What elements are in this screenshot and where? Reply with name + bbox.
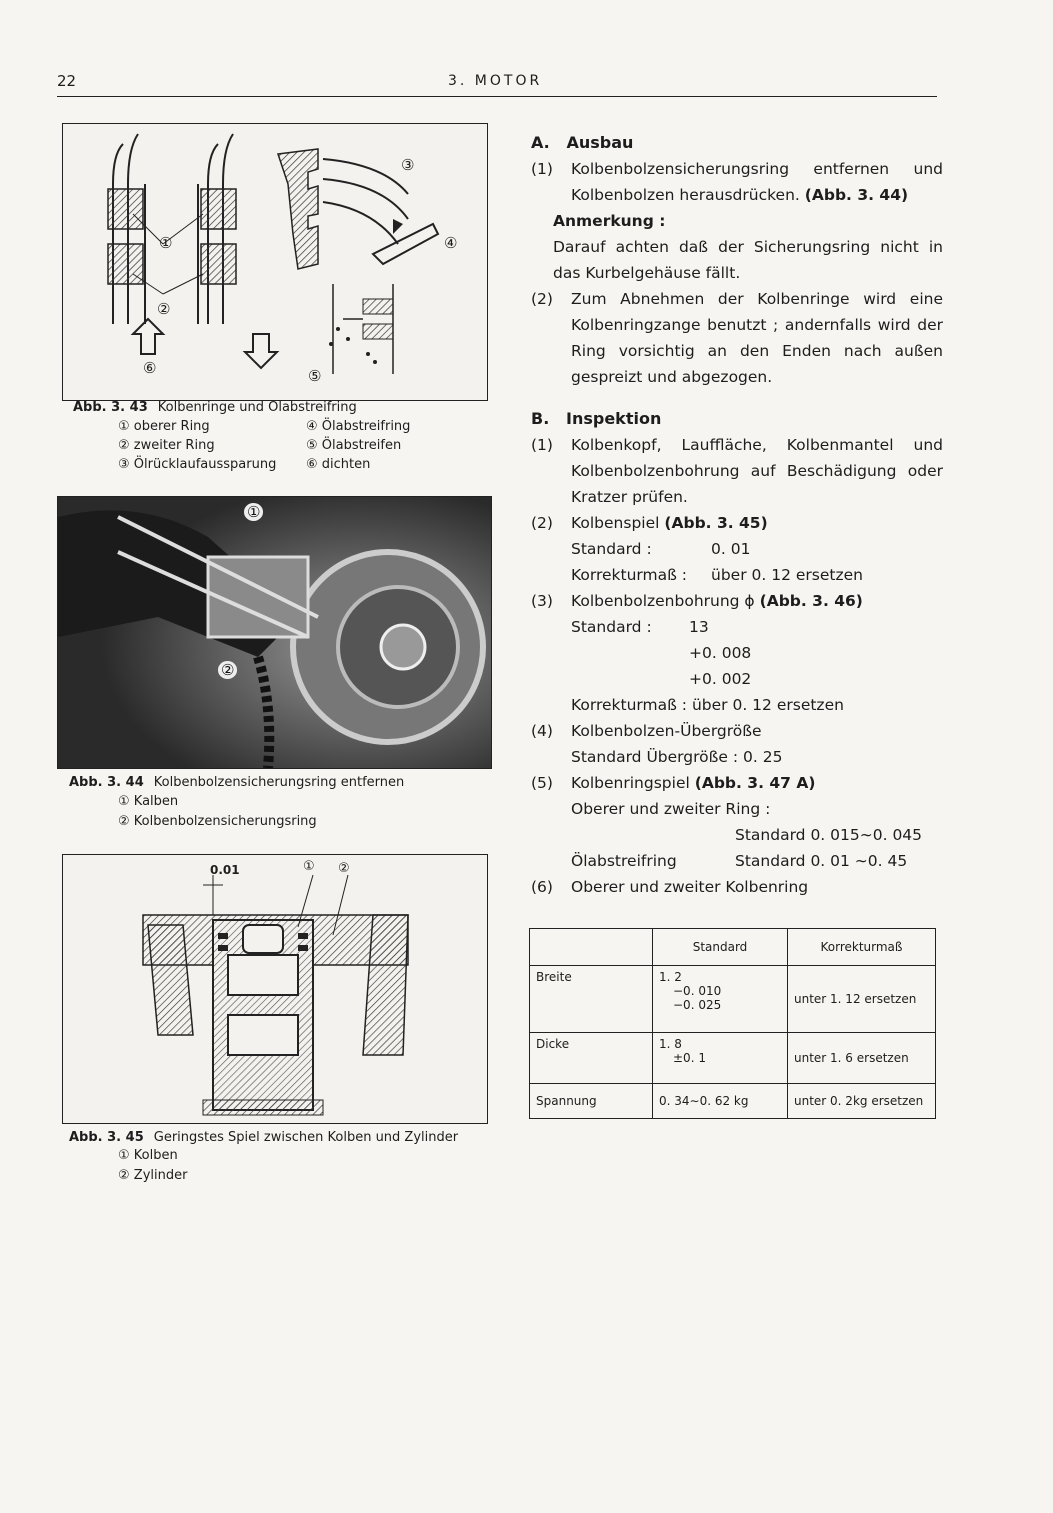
item-number: (2) — [531, 514, 553, 532]
legend-text: dichten — [321, 457, 371, 472]
row-label: Spannung — [530, 1084, 653, 1119]
item-text: Kolbenbolzensicherungsring entfernen und Kolbenbolzen herausdrücken. — [571, 160, 943, 204]
table-row — [530, 966, 936, 1033]
spec-label: Korrekturmaß : — [571, 696, 688, 714]
fig345-legend-2 — [118, 1166, 187, 1186]
row-standard: 0. 34∼0. 62 kg — [653, 1084, 788, 1119]
spec-value: 0. 01 — [711, 540, 751, 558]
engine-photo-illustration — [58, 497, 491, 768]
fig345-caption — [69, 1128, 458, 1148]
legend-text: Kalben — [133, 794, 179, 809]
fig345-caption-text: Geringstes Spiel zwischen Kolben und Zylinder — [153, 1130, 459, 1145]
piston-cylinder-diagram — [63, 855, 487, 1123]
section-b-item-2 — [531, 510, 943, 536]
section-title: Inspektion — [566, 409, 662, 428]
item-number: (2) — [531, 290, 553, 308]
item-text: Kolbenringspiel — [571, 774, 690, 792]
item-number: (5) — [531, 774, 553, 792]
figure-3-45-piston-clearance — [62, 854, 488, 1124]
legend-text: Ölrücklaufaussparung — [133, 457, 277, 472]
fig344-caption — [69, 773, 404, 793]
table-row — [530, 1033, 936, 1084]
figure-reference: (Abb. 3. 44) — [804, 186, 909, 204]
fig344-caption-label: Abb. 3. 44 — [69, 775, 144, 790]
figure-3-44-photo — [57, 496, 492, 769]
std-tolerance: −0. 010 — [673, 984, 722, 998]
section-a-item-2 — [531, 286, 943, 390]
table-header-cell: Korrekturmaß — [788, 929, 936, 966]
b2-standard-row — [531, 536, 943, 562]
figure-3-43-piston-rings — [62, 123, 488, 401]
std-tolerance: ±0. 1 — [673, 1051, 706, 1065]
right-column — [531, 130, 943, 900]
legend-text: Kolbenbolzensicherungsring — [133, 814, 317, 829]
figure-reference: (Abb. 3. 45) — [664, 514, 768, 532]
item-number: (1) — [531, 160, 553, 178]
piston-ring-spec-table — [529, 928, 936, 1119]
row-standard — [653, 1033, 788, 1084]
std-tolerance: −0. 025 — [673, 998, 722, 1012]
std-value: 1. 8 — [659, 1037, 682, 1051]
section-b-item-6 — [531, 874, 943, 900]
legend-text: oberer Ring — [133, 419, 210, 434]
b2-korrektur-row — [531, 562, 943, 588]
row-standard — [653, 966, 788, 1033]
figure-reference: (Abb. 3. 46) — [759, 592, 863, 610]
section-letter: B. — [531, 409, 550, 428]
item-text: Zum Abnehmen der Kolbenringe wird eine Kolbenringzange benutzt ; andernfalls wird der Ring vorsichtig an den Enden nach außen gespreizt und abgezogen. — [571, 290, 943, 386]
item-number: (6) — [531, 878, 553, 896]
spec-label: Ölabstreifring — [571, 852, 677, 870]
legend-text: Kolben — [133, 1148, 178, 1163]
spec-value: Standard 0. 01 ∼0. 45 — [735, 852, 908, 870]
spec-label: Standard : — [571, 540, 652, 558]
legend-num: ⑥ — [306, 457, 318, 472]
std-value: 1. 2 — [659, 970, 682, 984]
section-b-heading — [531, 406, 943, 432]
b4-standard-row: Standard Übergröße : 0. 25 — [571, 748, 783, 766]
legend-num: ② — [118, 1168, 130, 1183]
item-number: (3) — [531, 592, 553, 610]
b3-korrektur-row — [531, 692, 943, 718]
item-number: (1) — [531, 436, 553, 454]
spec-value: 13 — [689, 618, 709, 636]
item-text: Oberer und zweiter Kolbenring — [571, 878, 809, 896]
fig344-caption-text: Kolbenbolzensicherungsring entfernen — [153, 775, 405, 790]
page-number: 22 — [57, 72, 77, 90]
fig343-callout-1: ① — [159, 234, 173, 252]
legend-num: ② — [118, 814, 130, 829]
fig343-callout-4: ④ — [444, 234, 458, 252]
table-header-cell: Standard — [653, 929, 788, 966]
row-korrektur: unter 1. 12 ersetzen — [788, 966, 936, 1033]
item-number: (4) — [531, 722, 553, 740]
b5-standard-1: Standard 0. 015∼0. 045 — [735, 826, 923, 844]
running-head: 3. MOTOR — [448, 73, 543, 89]
section-title: Ausbau — [566, 133, 634, 152]
fig343-callout-3: ③ — [401, 156, 415, 174]
fig344-legend-1 — [118, 792, 178, 812]
spec-value: über 0. 12 ersetzen — [691, 696, 844, 714]
legend-num: ③ — [118, 457, 130, 472]
section-b-item-1 — [531, 432, 943, 510]
header-rule — [57, 96, 937, 97]
item-text: Kolbenspiel — [571, 514, 660, 532]
fig344-legend-2 — [118, 812, 317, 832]
legend-num: ① — [118, 419, 130, 434]
legend-num: ② — [118, 438, 130, 453]
b3-tolerance-2: +0. 002 — [689, 670, 752, 688]
table-row — [530, 1084, 936, 1119]
table-header-cell — [530, 929, 653, 966]
section-a-item-1 — [531, 156, 943, 208]
spec-label: Standard : — [571, 618, 652, 636]
section-b-item-3 — [531, 588, 943, 614]
fig343-caption-text: Kolbenringe und Olabstreifring — [157, 400, 357, 415]
fig345-caption-label: Abb. 3. 45 — [69, 1130, 144, 1145]
b3-standard-row — [531, 614, 943, 640]
legend-num: ① — [118, 794, 130, 809]
fig343-caption — [73, 398, 357, 418]
fig344-callout-1: ① — [244, 503, 263, 521]
piston-ring-diagram — [63, 124, 487, 400]
spec-value: über 0. 12 ersetzen — [711, 566, 863, 584]
section-b-item-4 — [531, 718, 943, 744]
row-korrektur: unter 0. 2kg ersetzen — [788, 1084, 936, 1119]
legend-text: Ölabstreifring — [321, 419, 411, 434]
fig345-legend-1 — [118, 1146, 178, 1166]
legend-text: Zylinder — [133, 1168, 188, 1183]
legend-num: ④ — [306, 419, 318, 434]
section-a-heading — [531, 130, 943, 156]
fig343-callout-2: ② — [157, 300, 171, 318]
fig343-caption-label: Abb. 3. 43 — [73, 400, 148, 415]
b3-tolerance-1: +0. 008 — [689, 644, 752, 662]
row-label: Breite — [530, 966, 653, 1033]
fig343-callout-5: ⑤ — [308, 367, 322, 385]
figure-reference: (Abb. 3. 47 A) — [694, 774, 816, 792]
note-text: Darauf achten daß der Sicherungsring nicht in das Kurbelgehäuse fällt. — [553, 238, 943, 282]
fig345-callout-2: ② — [338, 861, 350, 876]
section-letter: A. — [531, 133, 550, 152]
item-text: Kolbenkopf, Lauffläche, Kolbenmantel und Kolbenbolzenbohrung auf Beschädigung oder Kratzer prüfen. — [571, 436, 943, 506]
note-heading: Anmerkung : — [553, 212, 666, 230]
legend-num: ① — [118, 1148, 130, 1163]
table-header-row — [530, 929, 936, 966]
row-label: Dicke — [530, 1033, 653, 1084]
b5-oil-row — [531, 848, 943, 874]
fig343-callout-6: ⑥ — [143, 359, 157, 377]
spec-label: Korrekturmaß : — [571, 566, 688, 584]
row-korrektur: unter 1. 6 ersetzen — [788, 1033, 936, 1084]
fig345-callout-1: ① — [303, 859, 315, 874]
legend-text: zweiter Ring — [133, 438, 215, 453]
item-text: Kolbenbolzenbohrung ϕ — [571, 592, 755, 610]
legend-num: ⑤ — [306, 438, 318, 453]
section-b-item-5 — [531, 770, 943, 796]
item-text: Kolbenbolzen-Übergröße — [571, 722, 762, 740]
b5-subheading: Oberer und zweiter Ring : — [571, 800, 771, 818]
fig344-callout-2: ② — [218, 661, 237, 679]
legend-text: Ölabstreifen — [321, 438, 402, 453]
fig345-gap-label: 0.01 — [210, 863, 240, 877]
